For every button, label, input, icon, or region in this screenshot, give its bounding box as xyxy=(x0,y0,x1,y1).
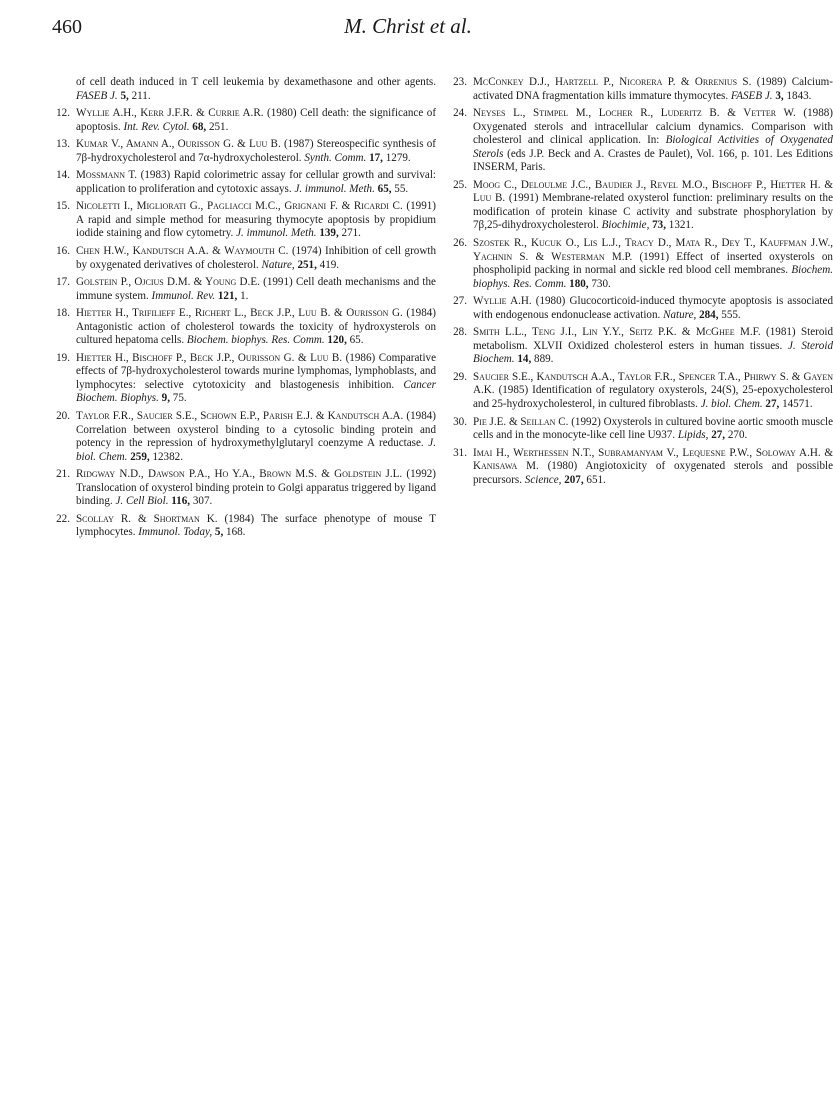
reference-volume: 5, xyxy=(214,526,224,539)
reference-title: Glucocorticoid-induced thymocyte apoptosis is associated with endogenous endonuclease activation. xyxy=(473,295,833,321)
reference-number: 20. xyxy=(56,410,70,423)
reference-title: Oxysterols in cultured bovine aortic smooth muscle cells and in the monocyte-like cell line U937. xyxy=(473,415,833,442)
reference-item xyxy=(449,326,833,367)
reference-list-left xyxy=(52,107,436,540)
reference-journal: Biochem. biophys. Res. Comm. xyxy=(186,334,325,347)
running-head: M. Christ et al. xyxy=(344,14,472,38)
reference-pages: 75. xyxy=(172,392,187,405)
reference-pages: 1. xyxy=(240,289,249,302)
reference-number: 12. xyxy=(56,107,70,120)
reference-title: Cell death: the significance of apoptosis. xyxy=(76,107,437,133)
reference-year: (1974) xyxy=(291,245,322,258)
reference-number: 21. xyxy=(56,468,70,481)
reference-pages: 555. xyxy=(721,308,741,321)
reference-authors: Pie J.E. & Seillan C. xyxy=(473,415,569,428)
reference-authors: Taylor F.R., Saucier S.E., Schown E.P., Parish E.J. & Kandutsch A.A. xyxy=(76,410,404,423)
reference-journal: J. immunol. Meth. xyxy=(236,227,317,240)
reference-item xyxy=(52,352,436,406)
reference-journal: Biochimie, xyxy=(601,219,650,232)
reference-volume: 14, xyxy=(517,353,532,366)
reference-authors: McConkey D.J., Hartzell P., Nicorera P. & Orrenius S. xyxy=(473,76,752,88)
reference-authors: Saucier S.E., Kandutsch A.A., Taylor F.R., Spencer T.A., Phirwy S. & Gayen A.K. xyxy=(473,370,833,397)
reference-title: Rapid colorimetric assay for cellular growth and survival: application to proliferation and cytotoxic assays. xyxy=(76,169,436,195)
reference-title: Comparative effects of 7β-hydroxycholesterol towards murine lymphomas, lymphoblasts, and lymphocytes: selective cytotoxicity and blastogenesis inhibition. xyxy=(76,351,437,391)
reference-number: 22. xyxy=(56,512,70,525)
reference-authors: Hietter H., Trifilieff E., Richert L., Beck J.P., Luu B. & Ourisson G. xyxy=(76,307,403,320)
reference-item xyxy=(52,138,436,165)
continuation-text: of cell death induced in T cell leukemia by dexamethasone and other agents. xyxy=(76,76,436,88)
reference-authors: Golstein P., Ojcius D.M. & Young D.E. xyxy=(76,276,260,289)
reference-title: Stereospecific synthesis of 7β-hydroxycholesterol and 7α-hydroxycholesterol. xyxy=(76,138,436,164)
reference-authors: Hietter H., Bischoff P., Beck J.P., Ourisson G. & Luu B. xyxy=(76,351,343,364)
reference-number: 24. xyxy=(453,107,467,120)
reference-list-right xyxy=(449,76,833,487)
reference-title: Antagonistic action of cholesterol towards the toxicity of hydroxysterols on cultured hepatoma cells. xyxy=(76,320,436,347)
reference-pages: 1321. xyxy=(668,219,694,232)
reference-authors: Neyses L., Stimpel M., Locher R., Luderitz B. & Vetter W. xyxy=(473,107,796,120)
reference-column-left xyxy=(52,76,436,544)
reference-item xyxy=(52,245,436,272)
reference-item xyxy=(52,513,436,540)
reference-authors: Chen H.W., Kandutsch A.A. & Waymouth C. xyxy=(76,245,289,258)
reference-number: 27. xyxy=(453,295,467,308)
reference-number: 23. xyxy=(453,76,467,88)
reference-journal: Science, xyxy=(524,473,562,486)
reference-authors: Scollay R. & Shortman K. xyxy=(76,512,218,525)
reference-year: (1991) xyxy=(508,192,539,205)
reference-authors: Szostek R., Kucuk O., Lis L.J., Tracy D., Mata R., Dey T., Kauffman J.W., Yachnin S. & Westerman M.P. xyxy=(473,237,833,263)
reference-item xyxy=(449,237,833,291)
reference-column-right xyxy=(449,76,833,491)
reference-year: (1984) xyxy=(406,307,436,320)
reference-authors: Imai H., Werthessen N.T., Subramanyam V., Lequesne P.W., Soloway A.H. & Kanisawa M. xyxy=(473,446,833,473)
reference-title: Inhibition of cell growth by oxygenated derivatives of cholesterol. xyxy=(76,245,436,271)
reference-journal: J. immunol. Meth. xyxy=(294,182,375,195)
reference-journal: FASEB J. xyxy=(730,89,773,102)
reference-volume: 180, xyxy=(569,277,589,290)
reference-volume: 65, xyxy=(377,182,392,195)
reference-journal: J. Cell Biol. xyxy=(115,495,169,508)
reference-pages: 271. xyxy=(341,227,361,240)
continuation-volume: 5, xyxy=(120,89,129,102)
reference-year: (1989) xyxy=(756,76,787,88)
reference-item xyxy=(449,371,833,412)
reference-journal: Immunol. Rev. xyxy=(151,289,216,302)
page-header xyxy=(52,14,764,44)
reference-year: (1985) xyxy=(498,384,529,397)
reference-number: 28. xyxy=(453,326,467,339)
reference-pages: 55. xyxy=(394,182,409,195)
reference-title: The surface phenotype of mouse T lymphocytes. xyxy=(76,512,436,539)
reference-title: Identification of regulatory oxysterols, 24(S), 25-epoxycholesterol and 25-hydroxycholesterol, in cultured fibroblasts. xyxy=(473,384,833,411)
reference-number: 14. xyxy=(56,169,70,182)
reference-number: 13. xyxy=(56,138,70,151)
reference-volume: 73, xyxy=(652,219,666,232)
reference-title: Translocation of oxysterol binding protein to Golgi apparatus triggered by ligand binding. xyxy=(76,481,436,508)
reference-year: (1980) xyxy=(547,460,578,473)
reference-year: (1984) xyxy=(406,410,436,423)
reference-year: (1987) xyxy=(283,138,314,151)
reference-volume: 116, xyxy=(171,495,191,508)
reference-journal: Nature, xyxy=(261,258,295,271)
reference-pages: 419. xyxy=(319,258,340,271)
reference-title: Membrane-related oxysterol function: preliminary results on the modification of protein kinase C activity and substrate phosphorylation by 7β,25-dihydroxycholesterol. xyxy=(473,192,833,232)
reference-title: Cell death mechanisms and the immune system. xyxy=(76,276,436,302)
reference-pages: 1279. xyxy=(385,151,411,164)
reference-number: 15. xyxy=(56,200,70,213)
reference-number: 29. xyxy=(453,370,467,383)
reference-pages: 651. xyxy=(586,473,606,486)
reference-year: (1988) xyxy=(803,107,833,120)
reference-journal: Lipids, xyxy=(677,429,709,442)
reference-item xyxy=(449,76,833,103)
reference-volume: 17, xyxy=(369,151,383,164)
reference-item xyxy=(449,416,833,443)
reference-pages: 889. xyxy=(534,353,554,366)
reference-year: (1980) xyxy=(267,107,297,120)
reference-number: 26. xyxy=(453,237,467,250)
reference-number: 18. xyxy=(56,307,70,320)
reference-volume: 284, xyxy=(699,308,719,321)
reference-journal: J. biol. Chem. xyxy=(700,398,763,411)
reference-journal: Int. Rev. Cytol. xyxy=(123,120,190,133)
reference-year: (1981) xyxy=(766,326,796,339)
reference-title: Oxygenated sterols and intracellular calcium dynamics. Comparison with cholesterol and clinical application. In: xyxy=(473,120,833,147)
reference-volume: 27, xyxy=(711,429,726,442)
reference-number: 17. xyxy=(56,276,70,289)
reference-year: (1980) xyxy=(535,295,566,308)
reference-authors: Smith L.L., Teng J.I., Lin Y.Y., Seitz P.K. & McGhee M.F. xyxy=(473,326,761,339)
reference-title: Effect of inserted oxysterols on phospholipid packing in normal and sickle red blood cell membranes. xyxy=(473,250,833,277)
reference-authors: Wyllie A.H. xyxy=(473,295,532,308)
page-number: 460 xyxy=(52,16,82,38)
reference-title: Angiotoxicity of oxygenated sterols and possible precursors. xyxy=(473,460,833,486)
reference-pages: 730. xyxy=(591,277,611,290)
reference-pages: 12382. xyxy=(152,450,183,463)
reference-authors: Wyllie A.H., Kerr J.F.R. & Currie A.R. xyxy=(76,107,264,120)
reference-volume: 139, xyxy=(319,227,339,240)
reference-authors: Kumar V., Amann A., Ourisson G. & Luu B. xyxy=(76,138,281,151)
reference-number: 25. xyxy=(453,178,467,191)
reference-journal: Biological Activities of Oxygenated Sterols xyxy=(473,134,833,160)
reference-pages: 168. xyxy=(226,526,246,539)
reference-number: 16. xyxy=(56,245,70,258)
reference-volume: 121, xyxy=(217,289,238,302)
reference-authors: Ridgway N.D., Dawson P.A., Ho Y.A., Brown M.S. & Goldstein J.L. xyxy=(76,468,403,481)
reference-volume: 251, xyxy=(297,258,317,271)
reference-year: (1992) xyxy=(406,468,436,481)
reference-year: (1983) xyxy=(140,169,171,182)
reference-item xyxy=(52,107,436,134)
reference-number: 30. xyxy=(453,415,467,428)
reference-item xyxy=(449,179,833,233)
reference-title: Calcium-activated DNA fragmentation kills immature thymocytes. xyxy=(473,76,833,102)
reference-journal: Biochem. biophys. Res. Comm. xyxy=(473,264,833,290)
reference-journal: J. Steroid Biochem. xyxy=(473,339,833,366)
reference-title: A rapid and simple method for measuring thymocyte apoptosis by propidium iodide staining and flow cytometry. xyxy=(76,213,436,240)
reference-item xyxy=(52,307,436,348)
reference-pages: 14571. xyxy=(782,398,813,411)
reference-item xyxy=(449,107,833,175)
reference-item xyxy=(52,276,436,303)
reference-volume: 3, xyxy=(775,89,784,102)
reference-journal: Nature, xyxy=(663,308,697,321)
reference-number: 31. xyxy=(453,446,467,459)
reference-year: (1991) xyxy=(263,276,293,289)
reference-volume: 9, xyxy=(161,392,170,405)
reference-pages: 251. xyxy=(208,120,229,133)
reference-volume: 27, xyxy=(765,398,780,411)
continuation-pages: 211. xyxy=(131,89,151,102)
reference-item xyxy=(52,468,436,509)
reference-pages: 1843. xyxy=(786,89,812,102)
reference-pages: 270. xyxy=(727,429,748,442)
reference-item xyxy=(52,200,436,241)
reference-authors: Moog C., Deloulme J.C., Baudier J., Revel M.O., Bischoff P., Hietter H. & Luu B. xyxy=(473,178,833,205)
reference-pages: 65. xyxy=(349,334,364,347)
reference-title: Correlation between oxysterol binding to a cytosolic binding protein and potency in the repression of hydroxymethylglutaryl coenzyme A reductase. xyxy=(76,423,436,450)
reference-journal: Synth. Comm. xyxy=(304,151,367,164)
reference-title: Steroid metabolism. XLVII Oxidized cholesterol esters in human tissues. xyxy=(473,326,833,352)
reference-continuation xyxy=(52,76,436,103)
reference-volume: 259, xyxy=(130,450,150,463)
reference-authors: Mossmann T. xyxy=(76,169,138,182)
reference-year: (1986) xyxy=(345,351,376,364)
continuation-journal: FASEB J. xyxy=(76,89,118,102)
reference-volume: 68, xyxy=(192,120,207,133)
reference-journal: Cancer Biochem. Biophys. xyxy=(76,378,436,405)
reference-year: (1991) xyxy=(639,250,670,263)
reference-item xyxy=(449,447,833,488)
reference-item xyxy=(52,169,436,196)
reference-details: (eds J.P. Beck and A. Crastes de Paulet), Vol. 166, p. 101. Les Editions INSERM, Paris. xyxy=(473,147,833,174)
reference-year: (1991) xyxy=(406,200,436,213)
reference-number: 19. xyxy=(56,351,70,364)
reference-pages: 307. xyxy=(192,495,213,508)
reference-authors: Nicoletti I., Migliorati G., Pagliacci M.C., Grignani F. & Ricardi C. xyxy=(76,200,403,213)
reference-item xyxy=(449,295,833,322)
reference-item xyxy=(52,410,436,464)
reference-year: (1992) xyxy=(571,415,601,428)
reference-volume: 120, xyxy=(327,334,347,347)
reference-journal: J. biol. Chem. xyxy=(76,437,436,463)
reference-volume: 207, xyxy=(564,473,584,486)
reference-journal: Immunol. Today, xyxy=(138,526,213,539)
reference-year: (1984) xyxy=(224,512,255,525)
